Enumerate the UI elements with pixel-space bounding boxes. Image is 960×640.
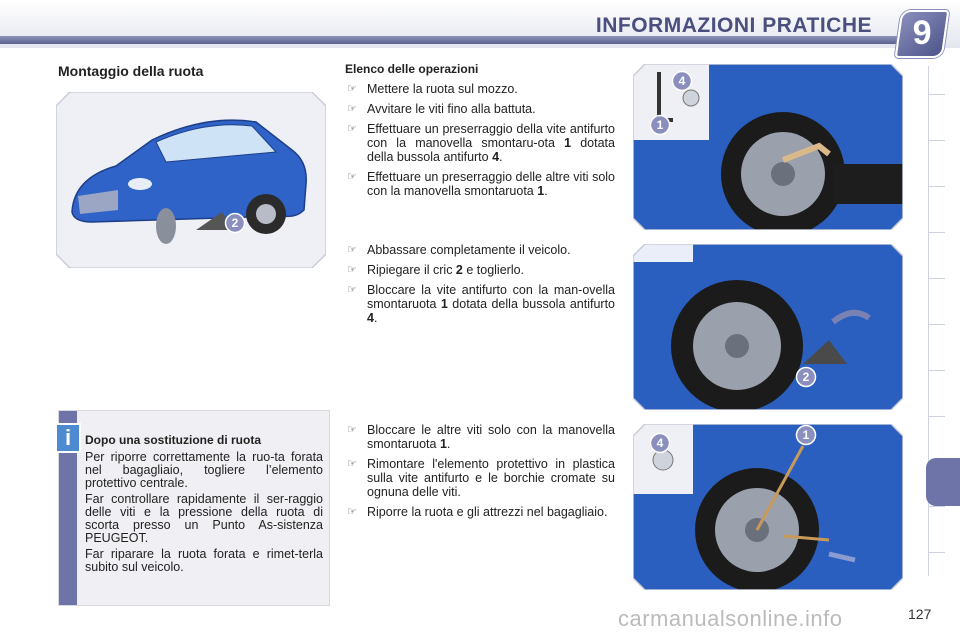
pointer-hand-icon: ☞ bbox=[347, 264, 357, 276]
operations-list-1 bbox=[345, 82, 615, 204]
operation-text: . bbox=[373, 311, 378, 325]
ref-number: 1 bbox=[564, 136, 572, 150]
callout-1-label: 1 bbox=[802, 428, 810, 442]
pointer-hand-icon: ☞ bbox=[347, 171, 357, 183]
operation-text: dotata della bussola antifurto bbox=[367, 136, 615, 164]
ref-number: 4 bbox=[492, 150, 500, 164]
operation-text: Avvitare le viti fino alla battuta. bbox=[367, 102, 536, 116]
ref-number: 1 bbox=[439, 437, 447, 451]
callout-4-label: 4 bbox=[656, 436, 664, 450]
callout-4-icon bbox=[649, 432, 671, 454]
callout-2-label: 2 bbox=[231, 216, 239, 230]
chapter-badge bbox=[895, 10, 950, 58]
info-box bbox=[58, 410, 330, 606]
info-box-title: Dopo una sostituzione di ruota bbox=[85, 433, 261, 447]
operation-text: Riporre la ruota e gli attrezzi nel bagagliaio. bbox=[367, 505, 608, 519]
operation-item bbox=[345, 263, 615, 277]
operation-item bbox=[345, 283, 615, 325]
callout-4-icon bbox=[671, 70, 693, 92]
operation-item bbox=[345, 102, 615, 116]
side-tab[interactable] bbox=[929, 416, 945, 417]
pointer-hand-icon: ☞ bbox=[347, 103, 357, 115]
pointer-hand-icon: ☞ bbox=[347, 458, 357, 470]
operation-text: . bbox=[544, 184, 548, 198]
operations-list-3 bbox=[345, 423, 615, 525]
ref-number: 4 bbox=[367, 311, 374, 325]
side-tab[interactable] bbox=[929, 370, 945, 371]
side-tab[interactable] bbox=[929, 140, 945, 141]
info-paragraph: Far controllare rapidamente il ser-raggio delle viti e la pressione della ruota di scorta presso un Punto As-sistenza PEUGEOT. bbox=[85, 492, 323, 545]
operation-text: Mettere la ruota sul mozzo. bbox=[367, 82, 518, 96]
pointer-hand-icon: ☞ bbox=[347, 506, 357, 518]
operation-text: Bloccare la vite antifurto con la man-ovella smontaruota bbox=[367, 283, 615, 311]
operation-text: Abbassare completamente il veicolo. bbox=[367, 243, 571, 257]
pointer-hand-icon: ☞ bbox=[347, 284, 357, 296]
operation-text: Rimontare l'elemento protettivo in plastica sulla vite antifurto e le borchie cromate su ognuna delle viti. bbox=[367, 457, 615, 499]
ref-number: 1 bbox=[440, 297, 448, 311]
side-tab[interactable] bbox=[929, 506, 945, 507]
operation-text: . bbox=[499, 150, 503, 164]
info-paragraph: Far riparare la ruota forata e rimet-terla subito sul veicolo. bbox=[85, 547, 323, 574]
operation-item bbox=[345, 423, 615, 451]
operation-item bbox=[345, 170, 615, 198]
operation-item bbox=[345, 457, 615, 499]
pointer-hand-icon: ☞ bbox=[347, 424, 357, 436]
side-tab[interactable] bbox=[929, 324, 945, 325]
operation-text: Effettuare un preserraggio delle altre viti solo con la manovella smontaruota bbox=[367, 170, 615, 198]
side-tab[interactable] bbox=[929, 278, 945, 279]
side-tab[interactable] bbox=[929, 94, 945, 95]
operation-text: dotata della bussola antifurto bbox=[447, 297, 615, 311]
pointer-hand-icon: ☞ bbox=[347, 244, 357, 256]
page-number: 127 bbox=[908, 606, 932, 622]
ref-number: 1 bbox=[537, 184, 545, 198]
chapter-number: 9 bbox=[912, 14, 932, 52]
photo-lock-remaining-bolts bbox=[633, 424, 903, 590]
operation-item bbox=[345, 122, 615, 164]
operation-item bbox=[345, 505, 615, 519]
pointer-hand-icon: ☞ bbox=[347, 83, 357, 95]
callout-1-icon bbox=[649, 114, 671, 136]
operation-text: Bloccare le altre viti solo con la manovella smontaruota bbox=[367, 423, 615, 451]
callout-1-label: 1 bbox=[656, 118, 664, 132]
side-tab[interactable] bbox=[929, 186, 945, 187]
pointer-hand-icon: ☞ bbox=[347, 123, 357, 135]
operation-text: Ripiegare il cric bbox=[367, 263, 456, 277]
side-tab-active[interactable] bbox=[926, 458, 960, 506]
ref-number: 2 bbox=[455, 263, 463, 277]
operation-item bbox=[345, 243, 615, 257]
operations-list-2 bbox=[345, 243, 615, 331]
side-tab[interactable] bbox=[929, 552, 945, 553]
callout-2-icon bbox=[224, 212, 246, 234]
chapter-title: INFORMAZIONI PRATICHE bbox=[595, 14, 872, 37]
callout-2-icon bbox=[795, 366, 817, 388]
callout-1-icon bbox=[795, 424, 817, 446]
callout-4-label: 4 bbox=[678, 74, 686, 88]
side-tab[interactable] bbox=[929, 232, 945, 233]
operation-text: Effettuare un preserraggio della vite antifurto con la manovella smontaru-ota bbox=[367, 122, 615, 150]
info-paragraph: Per riporre correttamente la ruo-ta forata nel bagagliaio, togliere l’elemento protettivo centrale. bbox=[85, 450, 323, 490]
callout-2-label: 2 bbox=[802, 370, 810, 384]
operation-text: . bbox=[446, 437, 451, 451]
operation-item bbox=[345, 82, 615, 96]
operation-text: e toglierlo. bbox=[462, 263, 525, 277]
operations-title: Elenco delle operazioni bbox=[345, 62, 479, 76]
photo-lower-vehicle bbox=[633, 244, 903, 410]
car-illustration bbox=[56, 92, 326, 268]
section-title: Montaggio della ruota bbox=[58, 63, 204, 79]
watermark: carmanualsonline.info bbox=[618, 606, 843, 631]
info-icon: i bbox=[55, 423, 81, 453]
